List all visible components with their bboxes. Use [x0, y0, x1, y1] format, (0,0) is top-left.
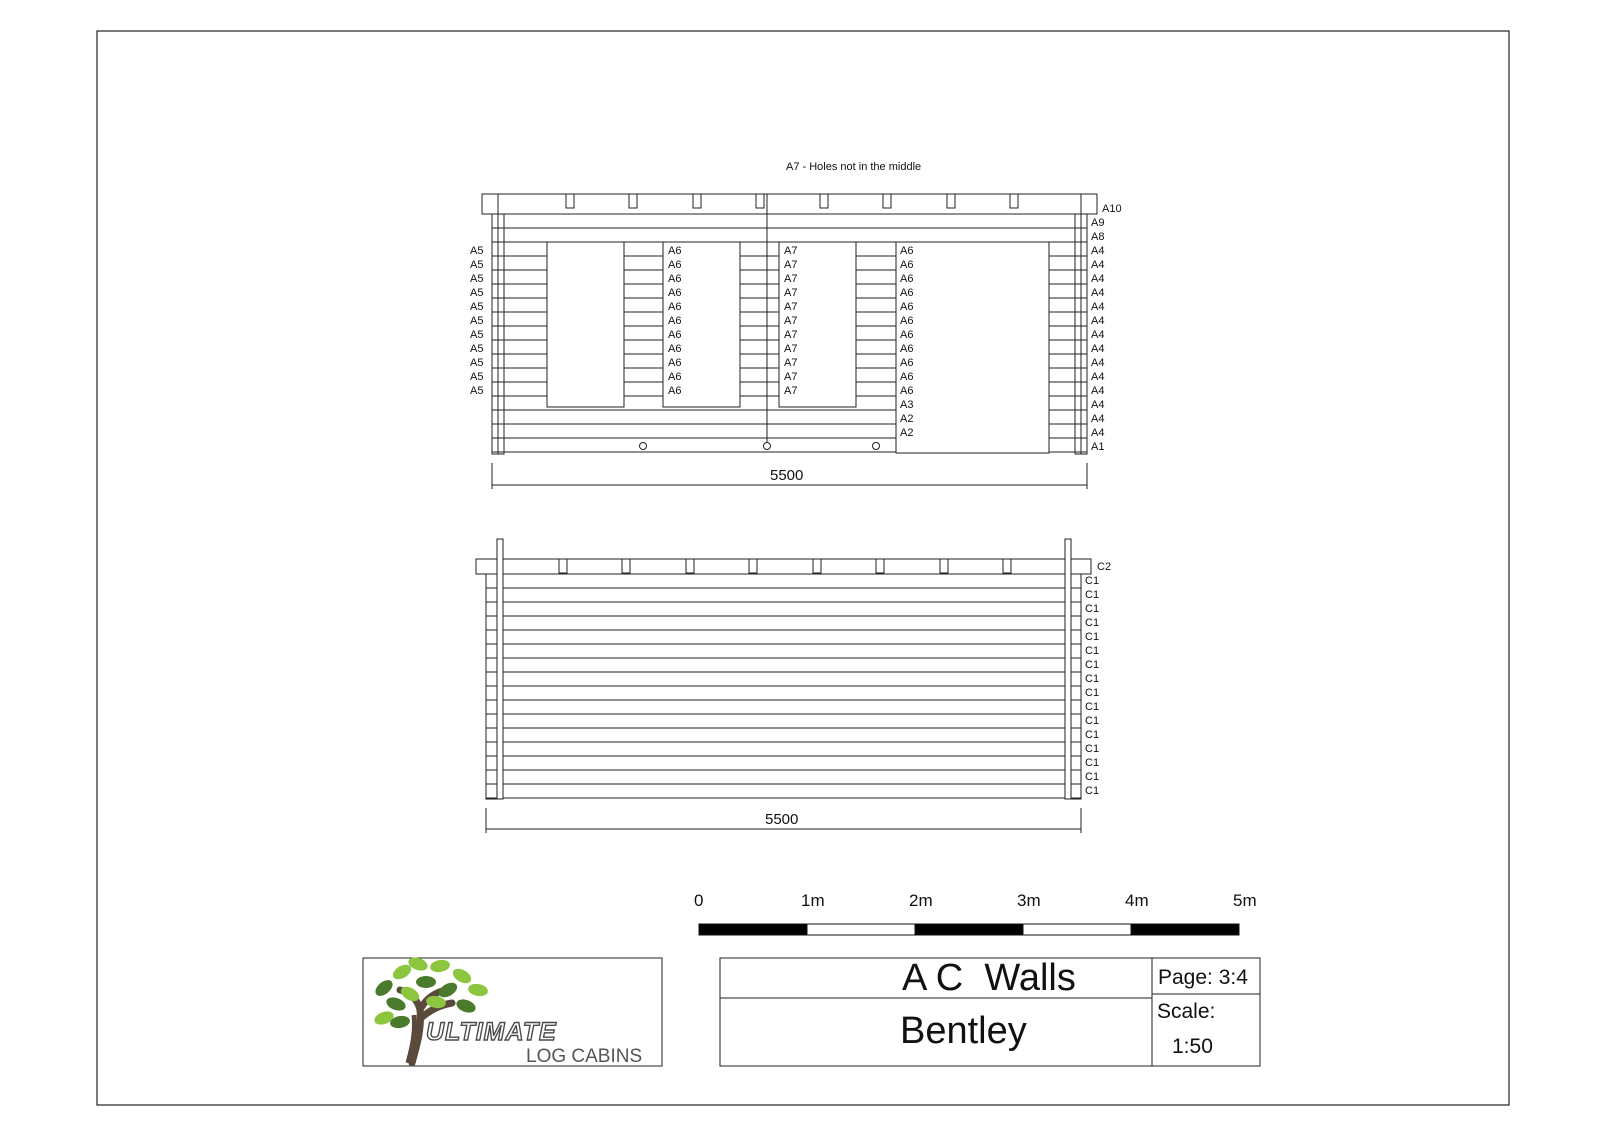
wall-a-note: A7 - Holes not in the middle: [786, 161, 922, 173]
part-label-col1: A6: [668, 385, 682, 397]
part-label-left: A5: [470, 329, 484, 341]
part-label-right: C1: [1085, 743, 1100, 755]
part-label-right: A1: [1091, 441, 1105, 453]
part-label-col3: A6: [900, 357, 914, 369]
part-label-right: A4: [1091, 315, 1105, 327]
beam-notch: [622, 559, 630, 573]
part-label-col1: A6: [668, 343, 682, 355]
part-label-right: C1: [1085, 757, 1100, 769]
part-label-col3: A3: [900, 399, 914, 411]
scale-bar: [699, 924, 1239, 935]
part-label-col2: A7: [784, 245, 798, 257]
window-opening-1: [547, 242, 624, 407]
beam-notch: [883, 194, 891, 208]
part-label-right: C1: [1085, 701, 1100, 713]
scale-tick-5m: 5m: [1233, 891, 1257, 910]
part-label-right: C1: [1085, 673, 1100, 685]
part-label-right: A4: [1091, 301, 1105, 313]
logo-line-2: LOG CABINS: [526, 1046, 643, 1067]
part-label-col2: A7: [784, 273, 798, 285]
part-label-right: A4: [1091, 343, 1105, 355]
part-label-left: A5: [470, 259, 484, 271]
part-label-left: A5: [470, 371, 484, 383]
beam-notch: [756, 194, 764, 208]
part-label-right: C1: [1085, 603, 1100, 615]
scale-tick-1m: 1m: [801, 891, 825, 910]
scale-tick-3m: 3m: [1017, 891, 1041, 910]
wall-c-labels: [1085, 561, 1111, 797]
beam-notch: [1010, 194, 1018, 208]
part-label-col2: A7: [784, 259, 798, 271]
part-label-left: A5: [470, 315, 484, 327]
beam-notch: [940, 559, 948, 573]
part-label-col3: A6: [900, 315, 914, 327]
part-label-left: A5: [470, 301, 484, 313]
beam-notch: [947, 194, 955, 208]
beam-notch: [1003, 559, 1011, 573]
part-label-col1: A6: [668, 259, 682, 271]
beam-notch: [876, 559, 884, 573]
beam-notch: [559, 559, 567, 573]
part-label-right: C2: [1097, 561, 1112, 573]
part-label-right: C1: [1085, 785, 1100, 797]
part-label-col1: A6: [668, 273, 682, 285]
part-label-col2: A7: [784, 315, 798, 327]
leaf-shape: [416, 976, 436, 988]
part-label-col1: A6: [668, 329, 682, 341]
wall-c-dimension: 5500: [765, 811, 799, 828]
part-label-right: A4: [1091, 287, 1105, 299]
part-label-right: C1: [1085, 771, 1100, 783]
part-label-col1: A6: [668, 315, 682, 327]
part-label-col2: A7: [784, 301, 798, 313]
part-label-col3: A6: [900, 273, 914, 285]
model-name: Bentley: [900, 1010, 1027, 1052]
part-label-col3: A6: [900, 245, 914, 257]
part-label-col1: A6: [668, 287, 682, 299]
beam-notch: [749, 559, 757, 573]
part-label-left: A5: [470, 273, 484, 285]
part-label-right: C1: [1085, 631, 1100, 643]
bolt-hole: [764, 443, 771, 450]
part-label-right: A4: [1091, 427, 1105, 439]
part-label-col2: A7: [784, 385, 798, 397]
part-label-col3: A2: [900, 427, 914, 439]
beam-notch: [693, 194, 701, 208]
beam-notch: [820, 194, 828, 208]
part-label-right: A4: [1091, 413, 1105, 425]
company-logo: [363, 955, 662, 1067]
part-label-left: A5: [470, 357, 484, 369]
part-label-col2: A7: [784, 287, 798, 299]
wall-a-elevation: [482, 194, 1097, 489]
part-label-right: A4: [1091, 245, 1105, 257]
part-label-right: A4: [1091, 399, 1105, 411]
part-label-col3: A2: [900, 413, 914, 425]
part-label-left: A5: [470, 385, 484, 397]
part-label-right: C1: [1085, 589, 1100, 601]
beam-notch: [686, 559, 694, 573]
part-label-left: A5: [470, 287, 484, 299]
scale-label: Scale:: [1157, 1000, 1216, 1023]
part-label-col1: A6: [668, 357, 682, 369]
logo-line-1: ULTIMATE: [426, 1018, 557, 1046]
part-label-col3: A6: [900, 385, 914, 397]
part-label-left: A5: [470, 245, 484, 257]
wall-c-elevation: [476, 539, 1091, 833]
beam-notch: [813, 559, 821, 573]
part-label-col3: A6: [900, 259, 914, 271]
part-label-left: A5: [470, 343, 484, 355]
door-opening: [896, 242, 1049, 453]
bolt-hole: [873, 443, 880, 450]
part-label-col3: A6: [900, 371, 914, 383]
part-label-right: A4: [1091, 385, 1105, 397]
part-label-right: A9: [1091, 217, 1105, 229]
part-label-right: A10: [1102, 203, 1122, 215]
part-label-col3: A6: [900, 329, 914, 341]
part-label-col1: A6: [668, 371, 682, 383]
part-label-right: A4: [1091, 329, 1105, 341]
scale-tick-0: 0: [694, 891, 704, 910]
part-label-col2: A7: [784, 357, 798, 369]
scale-value: 1:50: [1172, 1035, 1213, 1058]
wall-a-dimension: 5500: [770, 467, 804, 484]
part-label-right: C1: [1085, 687, 1100, 699]
bolt-hole: [640, 443, 647, 450]
part-label-right: C1: [1085, 715, 1100, 727]
part-label-col1: A6: [668, 245, 682, 257]
wall-c-log-courses: [486, 574, 1081, 798]
part-label-right: A4: [1091, 273, 1105, 285]
page-number: Page: 3:4: [1158, 966, 1248, 989]
beam-notch: [566, 194, 574, 208]
scale-tick-4m: 4m: [1125, 891, 1149, 910]
part-label-col2: A7: [784, 329, 798, 341]
beam-notch: [629, 194, 637, 208]
scale-tick-2m: 2m: [909, 891, 933, 910]
drawing-title: A C Walls: [902, 957, 1076, 999]
part-label-right: A4: [1091, 371, 1105, 383]
part-label-right: A4: [1091, 259, 1105, 271]
part-label-right: A4: [1091, 357, 1105, 369]
part-label-col3: A6: [900, 287, 914, 299]
part-label-col2: A7: [784, 371, 798, 383]
part-label-right: C1: [1085, 575, 1100, 587]
part-label-right: A8: [1091, 231, 1105, 243]
part-label-right: C1: [1085, 617, 1100, 629]
part-label-right: C1: [1085, 729, 1100, 741]
part-label-right: C1: [1085, 659, 1100, 671]
part-label-col1: A6: [668, 301, 682, 313]
part-label-col3: A6: [900, 343, 914, 355]
part-label-col3: A6: [900, 301, 914, 313]
part-label-col2: A7: [784, 343, 798, 355]
part-label-right: C1: [1085, 645, 1100, 657]
